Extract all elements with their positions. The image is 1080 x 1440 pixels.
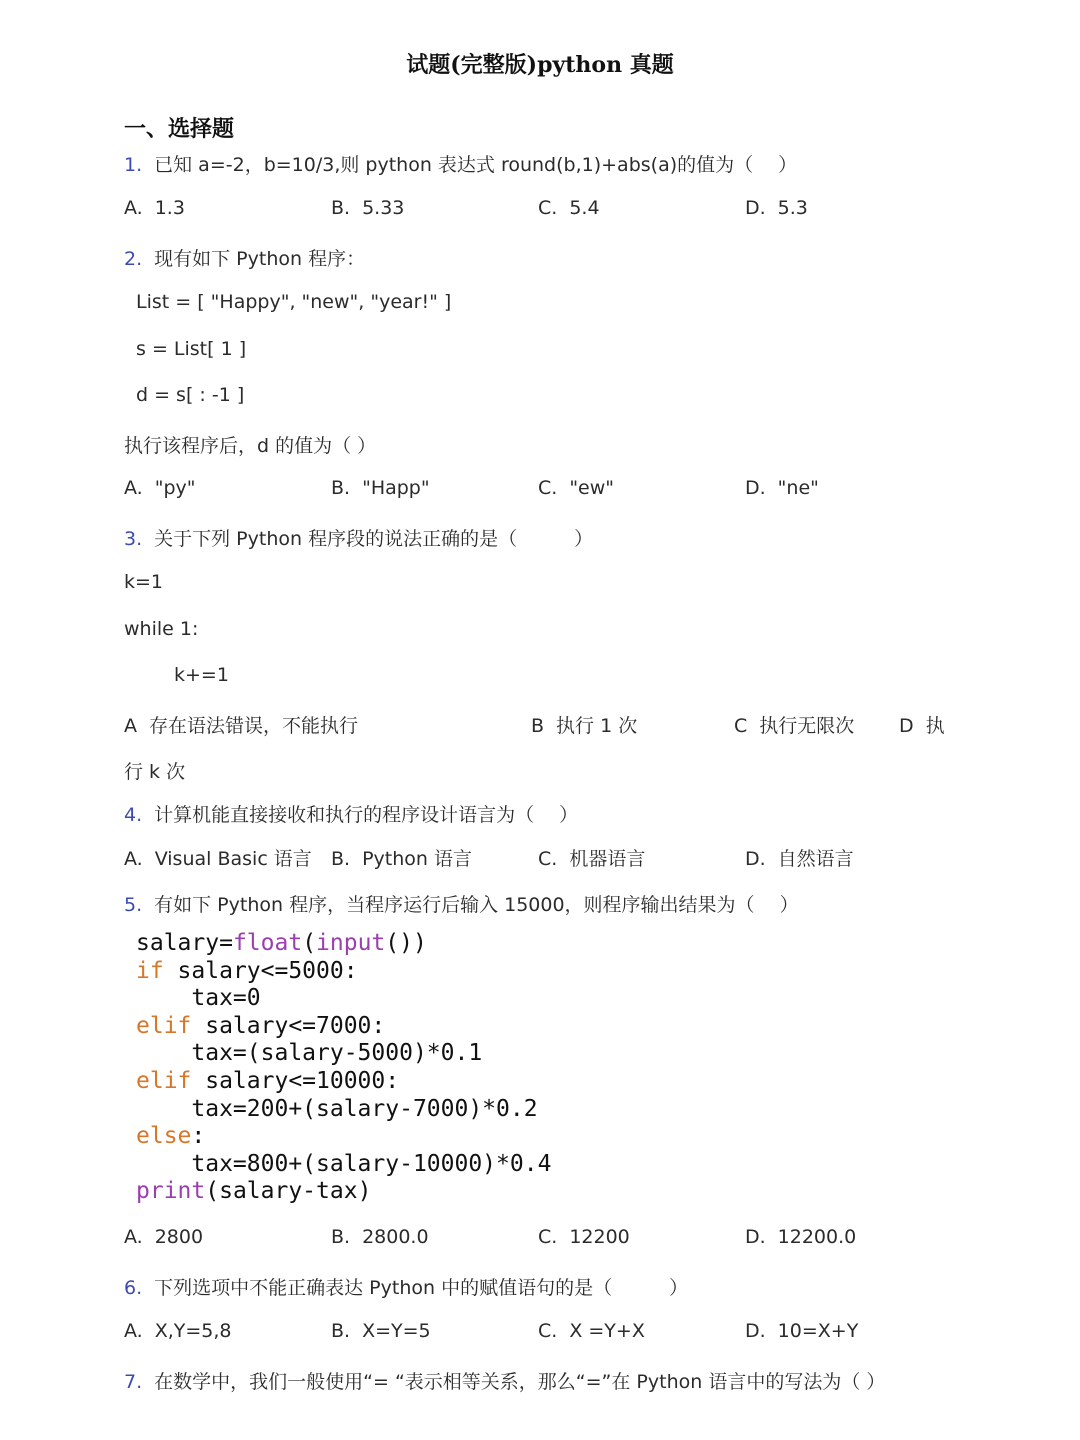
question-text: 计算机能直接接收和执行的程序设计语言为（ ） [154, 804, 579, 826]
code-text: salary<=5000: [163, 957, 358, 984]
q1-option-b [331, 197, 404, 219]
option-label: B. [331, 477, 351, 499]
code-line: tax=200+(salary-7000)*0.2 [136, 1095, 538, 1122]
option-text: "Happ" [362, 477, 430, 499]
option-label: C. [538, 197, 558, 219]
question-number: 4. [124, 804, 143, 826]
option-text: 1.3 [154, 197, 185, 219]
option-text: 执 [925, 715, 945, 737]
q4-option-d [745, 844, 854, 871]
option-label: B [531, 715, 545, 737]
q2-option-d [745, 477, 819, 499]
option-label: A. [124, 1226, 143, 1248]
code-line: tax=0 [136, 985, 261, 1012]
code-line [136, 1013, 551, 1041]
option-label: C. [538, 1320, 558, 1342]
option-label: C [734, 715, 748, 737]
code-line [136, 958, 551, 986]
q3-code-line-3: k+=1 [174, 664, 229, 686]
question-text: 关于下列 Python 程序段的说法正确的是（ ） [154, 528, 594, 550]
q2-option-c [538, 477, 614, 499]
code-keyword: elif [136, 1012, 192, 1039]
code-keyword: else [136, 1123, 192, 1150]
q2-code-line-3: d = s[ : -1 ] [136, 384, 245, 406]
option-text: 执行无限次 [759, 715, 855, 737]
option-label: C. [538, 477, 558, 499]
question-number: 2. [124, 248, 143, 270]
code-text: salary<=10000: [191, 1067, 400, 1094]
q3-code-line-1: k=1 [124, 571, 164, 593]
option-text: Python 语言 [362, 848, 472, 870]
option-label: B. [331, 1226, 351, 1248]
question-1 [124, 150, 797, 177]
q2-code-line-1: List = [ "Happy", "new", "year!" ] [136, 291, 452, 313]
q3-option-a [124, 711, 358, 738]
question-5 [124, 890, 799, 917]
option-text: 执行 1 次 [556, 715, 638, 737]
option-text: X=Y=5 [362, 1320, 431, 1342]
option-text: 5.3 [777, 197, 808, 219]
q5-code-block [136, 930, 551, 1206]
option-text: 机器语言 [569, 848, 646, 870]
q6-option-a [124, 1320, 232, 1342]
code-line [136, 930, 551, 958]
option-label: A. [124, 848, 143, 870]
question-number: 1. [124, 154, 143, 176]
option-text: 12200.0 [777, 1226, 857, 1248]
q1-option-c [538, 197, 600, 219]
code-text: salary<=7000: [191, 1012, 386, 1039]
code-line [136, 1178, 551, 1206]
question-6 [124, 1273, 688, 1300]
q5-option-c [538, 1226, 630, 1248]
option-label: D [899, 715, 914, 737]
question-number: 7. [124, 1371, 143, 1393]
option-text: 12200 [569, 1226, 630, 1248]
option-text: "py" [154, 477, 196, 499]
question-text: 已知 a=-2，b=10/3,则 python 表达式 round(b,1)+abs(a)的值为（ ） [154, 154, 798, 176]
q2-option-b [331, 477, 430, 499]
code-text: ()) [385, 930, 427, 956]
option-label: A. [124, 197, 143, 219]
option-text: 存在语法错误，不能执行 [149, 715, 359, 737]
option-label: C. [538, 848, 558, 870]
q2-code-line-2: s = List[ 1 ] [136, 338, 247, 360]
q5-option-b [331, 1226, 429, 1248]
code-line [136, 1068, 551, 1096]
code-builtin: print [136, 1178, 206, 1205]
question-text: 现有如下 Python 程序： [154, 248, 366, 270]
option-label: D. [745, 1320, 766, 1342]
code-text: ( [302, 930, 317, 956]
option-text: "ew" [569, 477, 615, 499]
option-text: 5.33 [362, 197, 405, 219]
option-label: D. [745, 477, 766, 499]
option-text: 2800.0 [362, 1226, 429, 1248]
code-line: tax=800+(salary-10000)*0.4 [136, 1150, 552, 1177]
q6-option-b [331, 1320, 431, 1342]
question-number: 5. [124, 894, 143, 916]
q6-option-c [538, 1320, 645, 1342]
option-text: Visual Basic 语言 [154, 848, 312, 870]
q3-option-c [734, 711, 854, 738]
q3-code-line-2: while 1: [124, 618, 199, 640]
option-label: A. [124, 1320, 143, 1342]
code-text: : [191, 1123, 206, 1150]
question-number: 6. [124, 1277, 143, 1299]
q1-option-d [745, 197, 808, 219]
option-label: A [124, 715, 137, 737]
code-line [136, 1123, 551, 1151]
q3-option-b [531, 711, 637, 738]
q1-option-a [124, 197, 185, 219]
option-label: B. [331, 197, 351, 219]
code-text: (salary-tax) [205, 1178, 372, 1205]
q4-option-c [538, 844, 645, 871]
q5-option-d [745, 1226, 856, 1248]
question-text: 下列选项中不能正确表达 Python 中的赋值语句的是（ ） [154, 1277, 689, 1299]
question-4 [124, 800, 578, 827]
q2-option-a [124, 477, 196, 499]
option-label: D. [745, 1226, 766, 1248]
question-text: 在数学中，我们一般使用“= “表示相等关系，那么“=”在 Python 语言中的写法为（ ） [154, 1371, 886, 1393]
q3-option-d-continued: 行 k 次 [124, 761, 186, 783]
option-text: 10=X+Y [777, 1320, 859, 1342]
q5-option-a [124, 1226, 203, 1248]
q4-option-a [124, 844, 312, 871]
code-text: salary= [136, 930, 233, 956]
q6-option-d [745, 1320, 858, 1342]
code-keyword: if [136, 957, 164, 984]
option-label: B. [331, 848, 351, 870]
option-text: 5.4 [569, 197, 600, 219]
q4-option-b [331, 844, 472, 871]
option-label: B. [331, 1320, 351, 1342]
document-title: 试题(完整版)python 真题 [406, 52, 674, 78]
question-text: 有如下 Python 程序，当程序运行后输入 15000，则程序输出结果为（ ） [154, 894, 799, 916]
question-3 [124, 524, 593, 551]
option-text: 2800 [154, 1226, 204, 1248]
section-heading: 一、选择题 [124, 116, 235, 142]
q3-option-d [899, 711, 945, 738]
code-builtin: input [316, 930, 386, 956]
option-text: X =Y+X [569, 1320, 645, 1342]
option-label: D. [745, 197, 766, 219]
question-7 [124, 1367, 885, 1394]
code-line: tax=(salary-5000)*0.1 [136, 1040, 483, 1067]
option-text: X,Y=5,8 [154, 1320, 232, 1342]
code-keyword: elif [136, 1067, 192, 1094]
question-2 [124, 244, 365, 271]
option-label: D. [745, 848, 766, 870]
q2-prompt: 执行该程序后，d 的值为（ ） [124, 435, 377, 457]
option-label: C. [538, 1226, 558, 1248]
option-text: "ne" [777, 477, 819, 499]
option-label: A. [124, 477, 143, 499]
code-builtin: float [232, 930, 303, 956]
question-number: 3. [124, 528, 143, 550]
option-text: 自然语言 [777, 848, 854, 870]
